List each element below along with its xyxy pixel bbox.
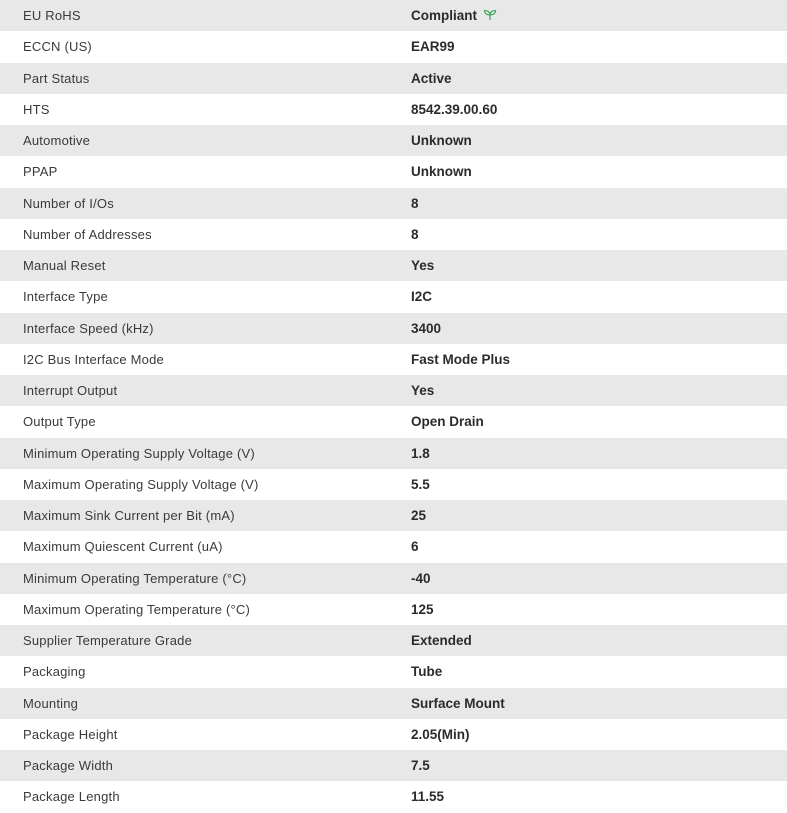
spec-value: I2C (411, 289, 433, 305)
spec-label: Mounting (23, 695, 79, 711)
spec-row (0, 63, 787, 94)
spec-label: Maximum Operating Supply Voltage (V) (23, 476, 259, 492)
spec-row (0, 500, 787, 531)
spec-value: 8 (411, 195, 419, 211)
spec-value: EAR99 (411, 39, 455, 55)
spec-value: 125 (411, 601, 434, 617)
spec-value: 5.5 (411, 476, 430, 492)
spec-row (0, 281, 787, 312)
spec-row (0, 375, 787, 406)
spec-row (0, 94, 787, 125)
spec-row (0, 781, 787, 812)
spec-row (0, 469, 787, 500)
spec-label: Automotive (23, 133, 91, 149)
spec-value: Open Drain (411, 414, 484, 430)
spec-row (0, 313, 787, 344)
spec-value: Tube (411, 664, 443, 680)
spec-row-eu-rohs (0, 0, 787, 31)
spec-label: Maximum Operating Temperature (°C) (23, 601, 251, 617)
spec-value: Active (411, 70, 452, 86)
spec-label: Number of I/Os (23, 195, 114, 211)
spec-row (0, 594, 787, 625)
spec-label: EU RoHS (23, 8, 81, 24)
spec-label: I2C Bus Interface Mode (23, 351, 164, 367)
spec-value: 25 (411, 508, 427, 524)
spec-value: Yes (411, 383, 435, 399)
spec-value: Compliant (411, 8, 477, 24)
spec-label: Package Length (23, 789, 120, 805)
spec-label: Maximum Sink Current per Bit (mA) (23, 508, 235, 524)
spec-label: Package Width (23, 758, 114, 774)
spec-label: Part Status (23, 70, 90, 86)
spec-value-cell (411, 0, 787, 31)
spec-label: Interrupt Output (23, 383, 118, 399)
spec-row (0, 250, 787, 281)
spec-row (0, 719, 787, 750)
spec-value: Extended (411, 633, 472, 649)
spec-label: ECCN (US) (23, 39, 92, 55)
spec-label: PPAP (23, 164, 58, 180)
leaf-icon (483, 9, 497, 21)
spec-value: 1.8 (411, 445, 430, 461)
spec-row (0, 750, 787, 781)
spec-label: HTS (23, 101, 50, 117)
spec-value: 8542.39.00.60 (411, 101, 498, 117)
spec-label: Package Height (23, 726, 118, 742)
spec-value: 7.5 (411, 758, 430, 774)
spec-row (0, 656, 787, 687)
spec-row (0, 156, 787, 187)
spec-row (0, 406, 787, 437)
spec-label: Number of Addresses (23, 226, 152, 242)
spec-row (0, 563, 787, 594)
spec-label: Minimum Operating Supply Voltage (V) (23, 445, 255, 461)
spec-label: Maximum Quiescent Current (uA) (23, 539, 223, 555)
spec-row (0, 344, 787, 375)
spec-value: 2.05(Min) (411, 726, 470, 742)
spec-value: Unknown (411, 133, 472, 149)
spec-row (0, 125, 787, 156)
spec-label: Packaging (23, 664, 86, 680)
spec-row (0, 531, 787, 562)
spec-label: Supplier Temperature Grade (23, 633, 192, 649)
spec-value: 3400 (411, 320, 442, 336)
spec-label: Output Type (23, 414, 96, 430)
spec-row (0, 625, 787, 656)
spec-label: Interface Speed (kHz) (23, 320, 154, 336)
spec-label: Minimum Operating Temperature (°C) (23, 570, 247, 586)
spec-value: -40 (411, 570, 431, 586)
spec-value: Yes (411, 258, 435, 274)
spec-row (0, 438, 787, 469)
spec-row (0, 219, 787, 250)
spec-value: Fast Mode Plus (411, 351, 511, 367)
spec-value: 11.55 (411, 789, 445, 805)
spec-value: 6 (411, 539, 419, 555)
spec-value: Surface Mount (411, 695, 505, 711)
spec-row (0, 31, 787, 62)
spec-label: Manual Reset (23, 258, 106, 274)
spec-value: Unknown (411, 164, 472, 180)
spec-row (0, 688, 787, 719)
spec-label: Interface Type (23, 289, 108, 305)
spec-row (0, 188, 787, 219)
spec-value: 8 (411, 226, 419, 242)
